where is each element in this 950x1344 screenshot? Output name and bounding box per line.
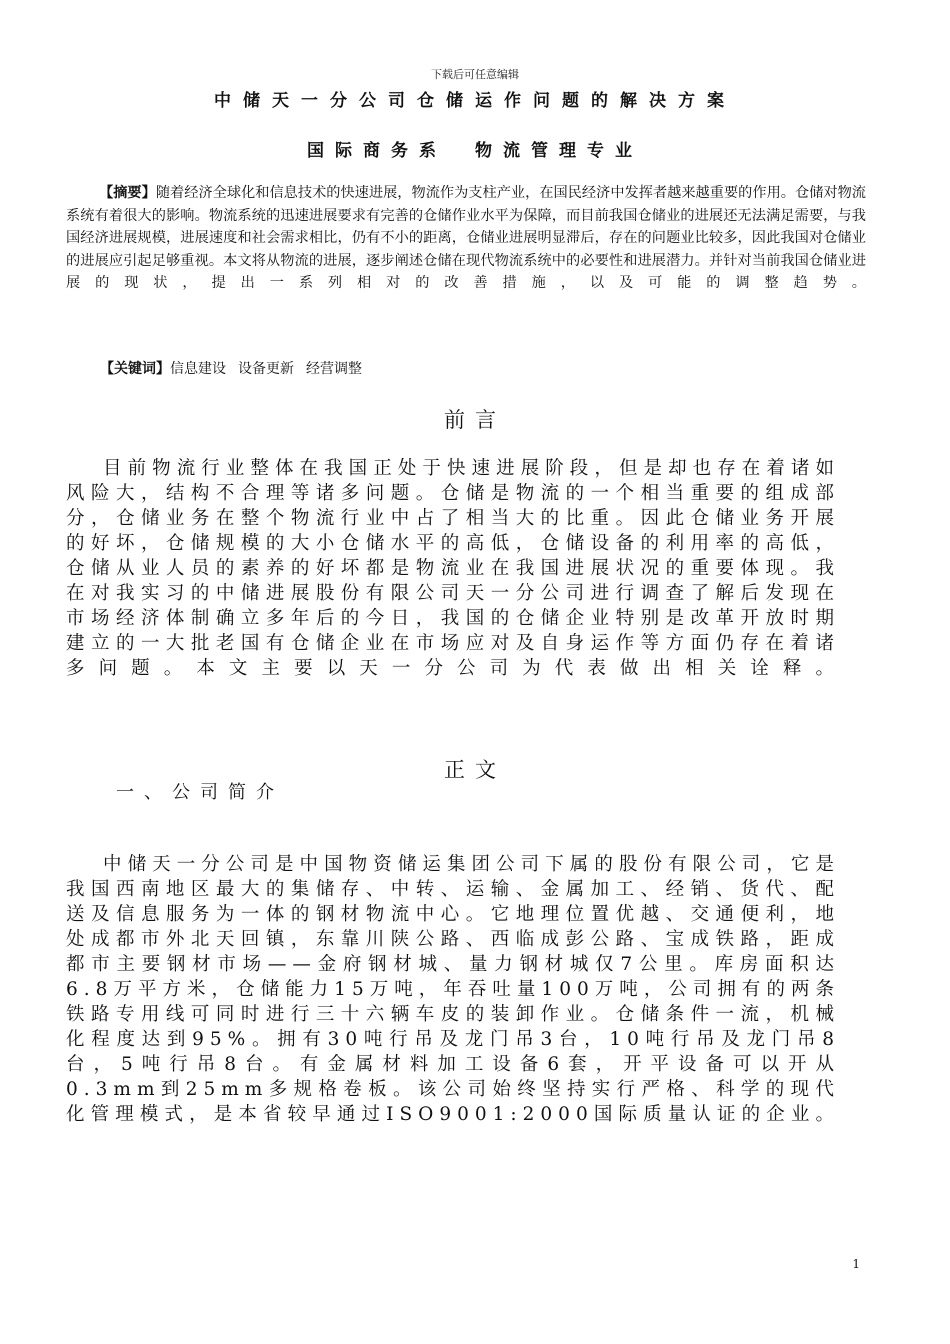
document-subtitle: 国际商务系 物流管理专业 bbox=[307, 141, 643, 161]
abstract-paragraph bbox=[66, 182, 866, 295]
keyword-item: 设备更新 bbox=[238, 361, 294, 377]
document-title: 中储天一分公司仓储运作问题的解决方案 bbox=[214, 91, 736, 111]
preface-paragraph: 目前物流行业整体在我国正处于快速进展阶段，但是却也存在着诸如风险大，结构不合理等诸多问题。仓储是物流的一个相当重要的组成部分，仓储业务在整个物流行业中占了相当大的比重。因此仓储业务开展的好坏，仓储规模的大小仓储水平的高低，仓储设备的利用率的高低，仓储从业人员的素养的好坏都是物流业在我国进展状况的重要体现。我在对我实习的中储进展股份有限公司天一分公司进行调查了解后发现在市场经济体制确立多年后的今日，我国的仓储企业特别是改革开放时期建立的一大批老国有仓储企业在市场应对及自身运作等方面仍存在着诸多问题。本文主要以天一分公司为代表做出相关诠释。 bbox=[66, 458, 840, 679]
section-body bbox=[66, 852, 840, 1127]
keyword-item: 经营调整 bbox=[306, 361, 362, 377]
section-paragraph: 中储天一分公司是中国物资储运集团公司下属的股份有限公司，它是我国西南地区最大的集储存、中转、运输、金属加工、经销、货代、配送及信息服务为一体的钢材物流中心。它地理位置优越、交通便利，地处成都市外北天回镇，东靠川陕公路、西临成彭公路、宝成铁路，距成都市主要钢材市场——金府钢材城、量力钢材城仅7公里。库房面积达6.8万平方米，仓储能力15万吨，年吞吐量100万吨，公司拥有的两条铁路专用线可同时进行三十六辆车皮的装卸作业。仓储条件一流，机械化程度达到95%。拥有30吨行吊及龙门吊3台，10吨行吊及龙门吊8台，5吨行吊8台。有金属材料加工设备6套，开平设备可以开从0.3mm到25mm多规格卷板。该公司始终坚持实行严格、科学的现代化管理模式，是本省较早通过ISO9001:2000国际质量认证的企业。 bbox=[66, 854, 840, 1125]
main-heading: 正文 bbox=[444, 758, 506, 782]
abstract-label: 【摘要】 bbox=[99, 185, 156, 201]
preface-heading: 前言 bbox=[444, 408, 506, 432]
section-title: 一、公司简介 bbox=[116, 782, 284, 803]
preface-body bbox=[66, 456, 840, 681]
header-note: 下载后可任意编辑 bbox=[431, 68, 519, 81]
keywords-line bbox=[100, 358, 374, 378]
page-number: 1 bbox=[852, 1257, 860, 1271]
abstract-block bbox=[66, 182, 866, 295]
keyword-item: 信息建设 bbox=[170, 361, 226, 377]
keywords-label: 【关键词】 bbox=[100, 361, 170, 377]
abstract-text: 随着经济全球化和信息技术的快速进展，物流作为支柱产业，在国民经济中发挥者越来越重要的作用。仓储对物流系统有着很大的影响。物流系统的迅速进展要求有完善的仓储作业水平为保障，而目前我国仓储业的进展还无法满足需要，与我国经济进展规模，进展速度和社会需求相比，仍有不小的距离，仓储业进展明显滞后，存在的问题业比较多，因此我国对仓储业的进展应引起足够重视。本文将从物流的进展，逐步阐述仓储在现代物流系统中的必要性和进展潜力。并针对当前我国仓储业进展的现状，提出一系列相对的改善措施，以及可能的调整趋势。 bbox=[66, 185, 866, 292]
